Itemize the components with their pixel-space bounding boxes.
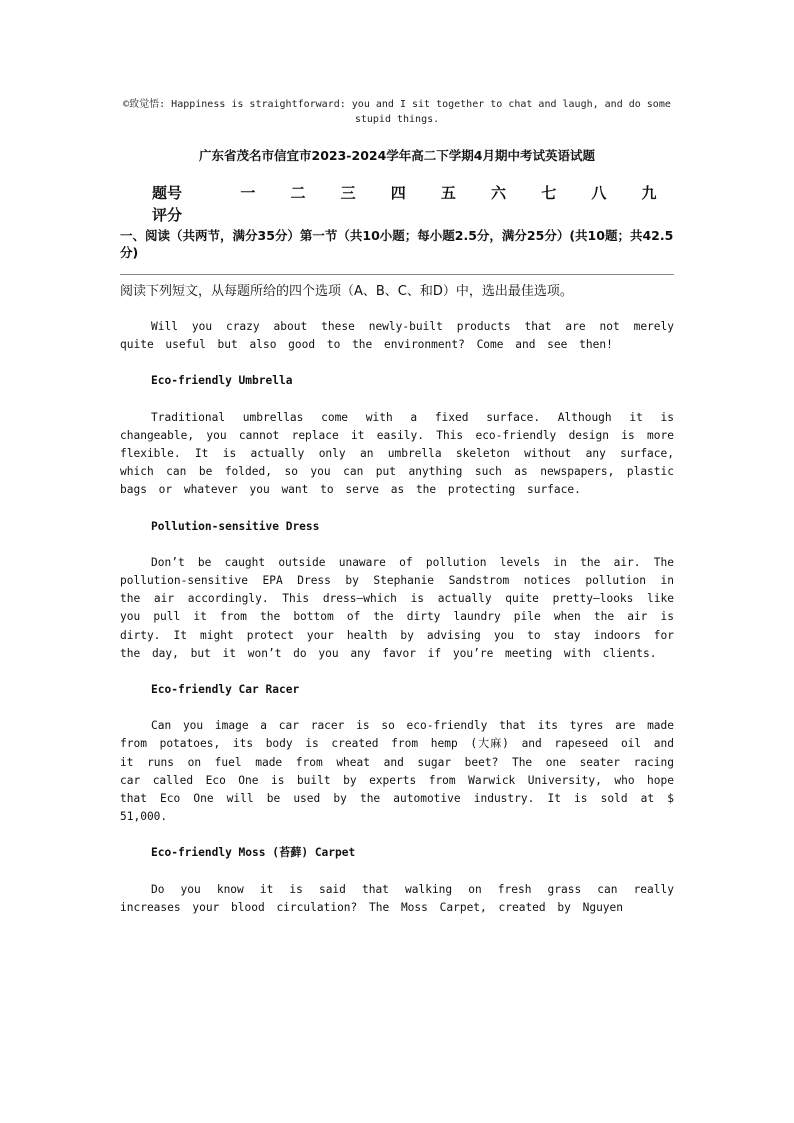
instruction-text: 阅读下列短文，从每题所给的四个选项（A、B、C、和D）中，选出最佳选项。: [120, 284, 573, 299]
umbrella-paragraph: Traditional umbrellas come with a fixed surface. Although it is changeable, you cannot replace it easily. This eco-friendly design is more flexible. It is actually only an umbrella skeleton without any surface, which can be folded, so you can put anything such as newspapers, plastic bags or whatever you want to serve as the protecting surface.: [120, 410, 674, 497]
score-column: 九: [641, 183, 657, 202]
score-column: 五: [440, 183, 456, 202]
score-row-label: 评分: [152, 205, 183, 224]
section-heading: 一、阅读（共两节，满分35分）第一节（共10小题；每小题2.5分，满分25分）(共10题；共42.5分): [120, 228, 674, 260]
score-column: 一: [240, 183, 256, 202]
article-intro: Will you crazy about these newly-built products that are not merely quite useful but also good to the environment? Come and see then!: [120, 320, 674, 352]
document-title: 广东省茂名市信宜市2023-2024学年高二下学期4月期中考试英语试题: [199, 148, 595, 163]
header-note: ©致觉悟: Happiness is straightforward: you and I sit together to chat and laugh, and do some stupid things.: [123, 99, 671, 125]
article-body: [120, 318, 674, 935]
umbrella-heading: Eco-friendly Umbrella: [151, 374, 293, 388]
score-column: 七: [541, 183, 557, 202]
score-column: 三: [340, 183, 356, 202]
score-column: 六: [491, 183, 507, 202]
score-row-label: 题号: [152, 183, 183, 202]
score-column: 二: [290, 183, 306, 202]
score-table: [152, 181, 674, 225]
car-heading: Eco-friendly Car Racer: [151, 683, 300, 697]
car-paragraph: Can you image a car racer is so eco-friendly that its tyres are made from potatoes, its body is created from hemp (大麻) and rapeseed oil and it runs on fuel made from wheat and sugar beet? The one seater racing car called Eco One is built by experts from Warwick University, who hope that Eco One will be used by the automotive industry. It is sold at $ 51,000.: [120, 719, 675, 824]
carpet-paragraph: Do you know it is said that walking on fresh grass can really increases your blood circulation? The Moss Carpet, created by Nguyen: [120, 882, 674, 914]
carpet-heading: Eco-friendly Moss (苔藓) Carpet: [151, 846, 356, 860]
divider: [120, 274, 674, 275]
dress-heading: Pollution-sensitive Dress: [151, 519, 320, 533]
score-column: 八: [591, 183, 607, 202]
dress-paragraph: Don’t be caught outside unaware of pollution levels in the air. The pollution-sensitive EPA Dress by Stephanie Sandstrom notices pollution in the air accordingly. This dress—which is actually quite pretty—looks like you pull it from the bottom of the dirty laundry pile when the air is dirty. It might protect your health by advising you to stay indoors for the day, but it won’t do you any favor if you’re meeting with clients.: [120, 555, 674, 660]
score-row-score: [152, 203, 674, 225]
score-row-number: [152, 181, 674, 203]
score-column: 四: [390, 183, 406, 202]
